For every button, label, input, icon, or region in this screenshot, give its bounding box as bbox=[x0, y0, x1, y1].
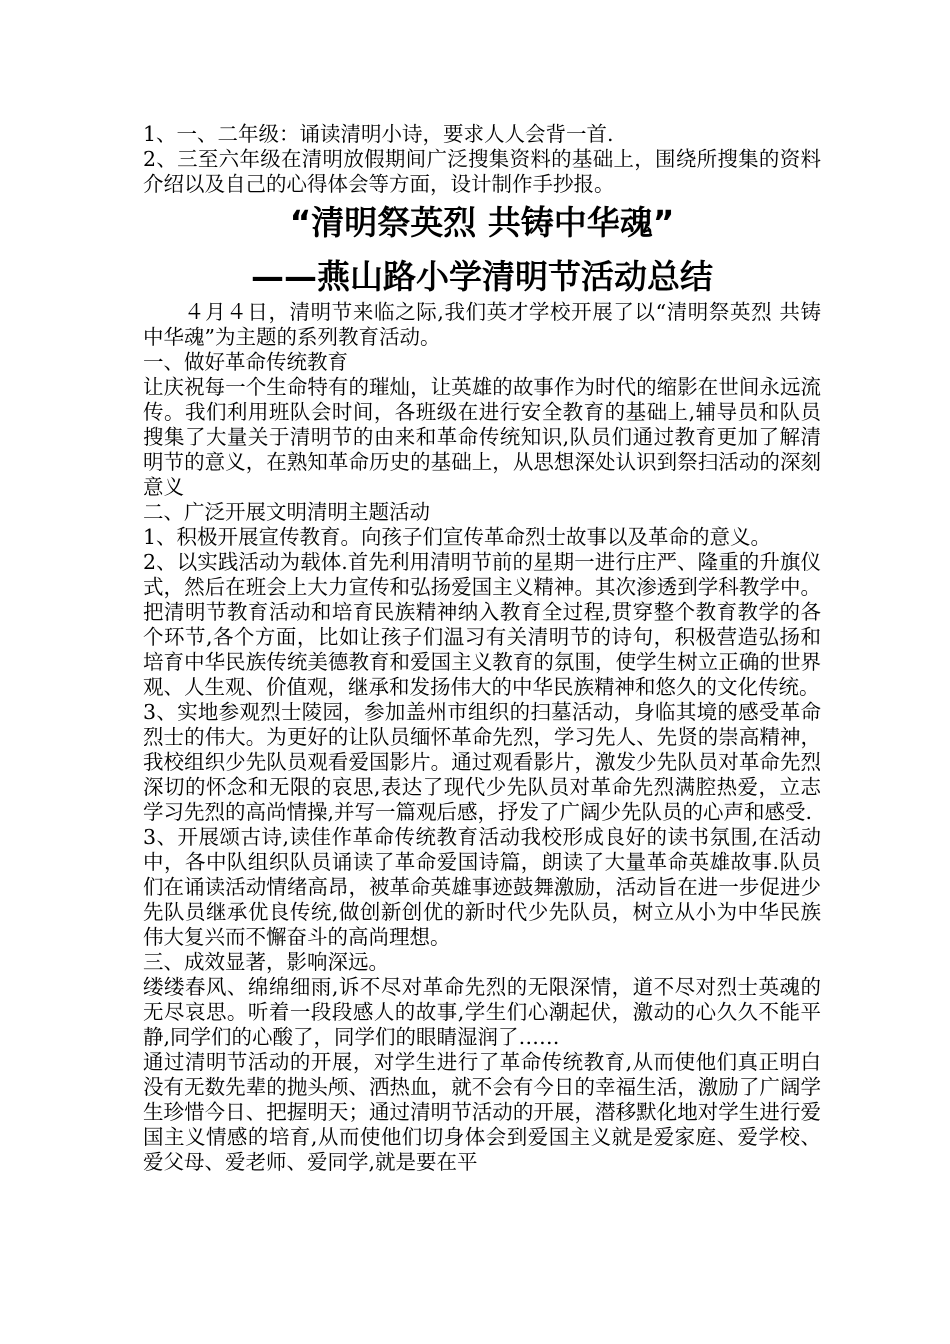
section-2-item-2: 2、以实践活动为载体.首先利用清明节前的星期一进行庄严、隆重的升旗仪式，然后在班会上大力宣传和弘扬爱国主义精神。其次渗透到学科教学中。把清明节教育活动和培育民族精神纳入教育全过程,贯穿整个教育教学的各个环节,各个方面，比如让孩子们温习有关清明节的诗句，积极营造弘扬和培育中华民族传统美德教育和爱国主义教育的氛围，使学生树立正确的世界观、人生观、价值观，继承和发扬伟大的中华民族精神和悠久的文化传统。 bbox=[143, 550, 821, 699]
section-1-heading: 一、做好革命传统教育 bbox=[143, 350, 348, 374]
document-title: “清明祭英烈 共铸中华魂” bbox=[289, 203, 675, 242]
section-3-paragraph-2: 通过清明节活动的开展，对学生进行了革命传统教育,从而使他们真正明白没有无数先辈的抛头颅、洒热血，就不会有今日的幸福生活，激励了广阔学生珍惜今日、把握明天；通过清明节活动的开展，潜移默化地对学生进行爱国主义情感的培育,从而使他们切身体会到爱国主义就是爱家庭、爱学校、爱父母、爱老师、爱同学,就是要在平 bbox=[143, 1050, 821, 1174]
section-2-item-3: 3、实地参观烈士陵园，参加盖州市组织的扫墓活动，身临其境的感受革命烈士的伟大。为更好的让队员缅怀革命先烈，学习先人、先贤的崇高精神，我校组织少先队员观看爱国影片。通过观看影片，激发少先队员对革命先烈深切的怀念和无限的哀思,表达了现代少先队员对革命先烈满腔热爱，立志学习先烈的高尚情操,并写一篇观后感，抒发了广阔少先队员的心声和感受. bbox=[143, 700, 821, 824]
section-1-body: 让庆祝每一个生命特有的璀灿，让英雄的故事作为时代的缩影在世间永远流传。我们利用班队会时间，各班级在进行安全教育的基础上,辅导员和队员搜集了大量关于清明节的由来和革命传统知识,队员们通过教育更加了解清明节的意义，在熟知革命历史的基础上，从思想深处认识到祭扫活动的深刻意义 bbox=[143, 375, 821, 499]
opening-paragraph: ４月４日，清明节来临之际,我们英才学校开展了以“清明祭英烈 共铸中华魂”为主题的系列教育活动。 bbox=[143, 300, 821, 349]
document-page bbox=[143, 122, 821, 1175]
intro-item-2: 2、三至六年级在清明放假期间广泛搜集资料的基础上，围绕所搜集的资料介绍以及自己的心得体会等方面，设计制作手抄报。 bbox=[143, 147, 821, 196]
section-3-paragraph-1: 缕缕春风、绵绵细雨,诉不尽对革命先烈的无限深情，道不尽对烈士英魂的无尽哀思。听着一段段感人的故事,学生们心潮起伏，激动的心久久不能平静,同学们的心酸了，同学们的眼睛湿润了…… bbox=[143, 975, 821, 1049]
section-2-item-1: 1、积极开展宣传教育。向孩子们宣传革命烈士故事以及革命的意义。 bbox=[143, 525, 772, 549]
section-2-item-4: 3、开展颂古诗,读佳作革命传统教育活动我校形成良好的读书氛围,在活动中，各中队组织队员诵读了革命爱国诗篇，朗读了大量革命英雄故事.队员们在诵读活动情绪高昂，被革命英雄事迹鼓舞激励，活动旨在进一步促进少先队员继承优良传统,做创新创优的新时代少先队员，树立从小为中华民族伟大复兴而不懈奋斗的高尚理想。 bbox=[143, 825, 821, 949]
intro-item-1: 1、一、二年级：诵读清明小诗，要求人人会背一首. bbox=[143, 122, 614, 146]
section-2-heading: 二、广泛开展文明清明主题活动 bbox=[143, 500, 430, 524]
section-3-heading: 三、成效显著，影响深远。 bbox=[143, 950, 389, 974]
document-subtitle: ——燕山路小学清明节活动总结 bbox=[251, 257, 713, 296]
